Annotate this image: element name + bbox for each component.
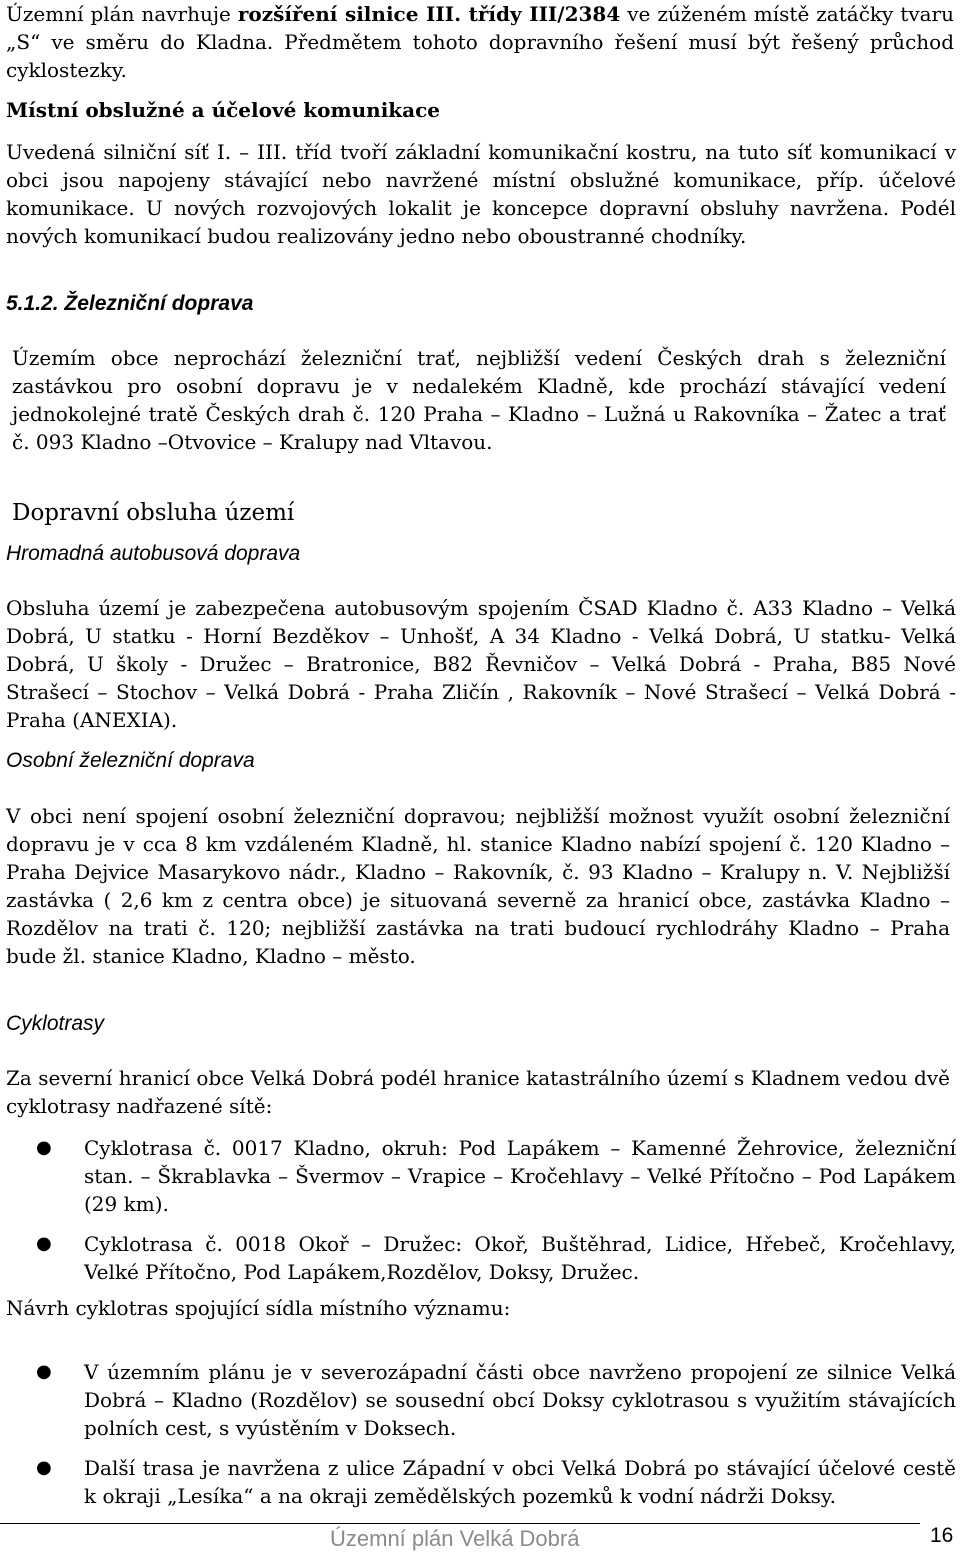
intro-text-bold: rozšíření silnice III. třídy III/2384	[237, 2, 621, 26]
list-item	[6, 1358, 956, 1442]
cycle-route-0017: Cyklotrasa č. 0017 Kladno, okruh: Pod Lapákem – Kamenné Žehrovice, železniční stan. – Škrablavka – Švermov – Vrapice – Kročehlavy – Velké Přítočno – Pod Lapákem (29 km).	[84, 1136, 956, 1216]
bus-heading: Hromadná autobusová doprava	[6, 542, 301, 565]
train-heading: Osobní železniční doprava	[6, 749, 255, 772]
footer-divider	[0, 1523, 920, 1524]
bullet-icon: ●	[36, 1457, 52, 1478]
bus-paragraph: Obsluha území je zabezpečena autobusovým spojením ČSAD Kladno č. A33 Kladno – Velká Dobrá, U statku - Horní Bezděkov – Unhošť, A 34 Kladno - Velká Dobrá, U statku- Velká Dobrá, U školy - Družec – Bratronice, B82 Řevničov – Velká Dobrá - Praha, B85 Nové Strašecí – Stochov – Velká Dobrá - Praha Zličín , Rakovník – Nové Strašecí – Velká Dobrá - Praha (ANEXIA).	[6, 596, 956, 732]
list-item	[6, 1454, 956, 1510]
page-number: 16	[930, 1524, 954, 1547]
bullet-icon: ●	[36, 1361, 52, 1382]
bullet-icon: ●	[36, 1137, 52, 1158]
cycle-route-list	[6, 1134, 956, 1286]
cycle-heading: Cyklotrasy	[6, 1012, 105, 1035]
cycle-route-0018: Cyklotrasa č. 0018 Okoř – Družec: Okoř, Buštěhrad, Lidice, Hřebeč, Kročehlavy, Velké Přítočno, Pod Lapákem,Rozdělov, Doksy, Družec.	[84, 1232, 956, 1284]
cycle-proposal-doksy: V územním plánu je v severozápadní části obce navrženo propojení ze silnice Velká Dobrá – Kladno (Rozdělov) se sousední obcí Doksy cyklotrasou s využitím stávajících polních cest, s vyústěním v Doksech.	[84, 1360, 956, 1440]
local-roads-heading: Místní obslužné a účelové komunikace	[6, 98, 441, 122]
footer-title: Územní plán Velká Dobrá	[330, 1526, 580, 1551]
intro-text-end: ve zúženém místě zatáčky tvaru „S“ ve směru do Kladna. Předmětem tohoto dopravního řešení musí být řešený průchod cyklostezky.	[6, 2, 954, 82]
rail-paragraph: Územím obce neprochází železniční trať, nejbližší vedení Českých drah s železniční zastávkou pro osobní dopravu je v nedalekém Kladně, kde prochází stávající vedení jednokolejné tratě Českých drah č. 120 Praha – Kladno – Lužná u Rakovníka – Žatec a trať č. 093 Kladno –Otvovice – Kralupy nad Vltavou.	[12, 346, 946, 454]
cycle-proposal-intro: Návrh cyklotras spojující sídla místního významu:	[6, 1296, 511, 1320]
list-item	[6, 1230, 956, 1286]
transport-service-heading: Dopravní obsluha území	[12, 500, 295, 526]
local-roads-paragraph: Uvedená silniční síť I. – III. tříd tvoří základní komunikační kostru, na tuto síť komunikací v obci jsou napojeny stávající nebo navržené místní obslužné komunikace, příp. účelové komunikace. U nových rozvojových lokalit je koncepce dopravní obsluhy navržena. Podél nových komunikací budou realizovány jedno nebo oboustranné chodníky.	[6, 140, 956, 248]
intro-paragraph	[6, 0, 954, 84]
intro-text-start: Územní plán navrhuje	[6, 2, 238, 26]
cycle-proposal-lesik: Další trasa je navržena z ulice Západní v obci Velká Dobrá po stávající účelové cestě k okraji „Lesíka“ a na okraji zemědělských pozemků k vodní nádrži Doksy.	[84, 1456, 956, 1508]
list-item	[6, 1134, 956, 1218]
train-paragraph: V obci není spojení osobní železniční dopravou; nejbližší možnost využít osobní železniční dopravu je v cca 8 km vzdáleném Kladně, hl. stanice Kladno nabízí spojení č. 120 Kladno – Praha Dejvice Masarykovo nádr., Kladno – Rakovník, č. 93 Kladno – Kralupy n. V. Nejbližší zastávka ( 2,6 km z centra obce) je situovaná severně za hranicí obce, zastávka Kladno – Rozdělov na trati č. 120; nejbližší zastávka na trati budoucí rychlodráhy Kladno – Praha bude žl. stanice Kladno, Kladno – město.	[6, 804, 950, 968]
cycle-intro-paragraph: Za severní hranicí obce Velká Dobrá podél hranice katastrálního území s Kladnem vedou dvě cyklotrasy nadřazené sítě:	[6, 1066, 950, 1118]
cycle-proposal-list	[6, 1358, 956, 1510]
rail-section-heading: 5.1.2. Železniční doprava	[6, 292, 254, 315]
bullet-icon: ●	[36, 1233, 52, 1254]
